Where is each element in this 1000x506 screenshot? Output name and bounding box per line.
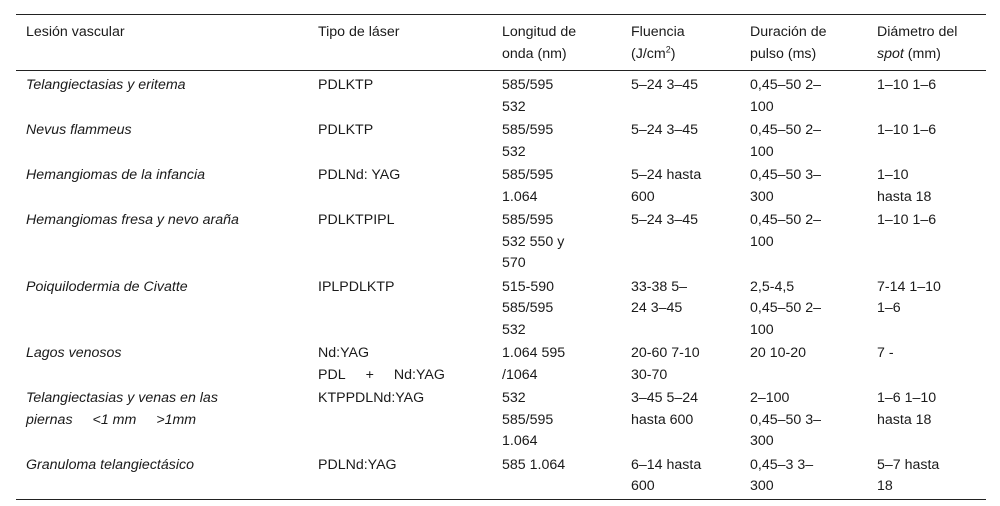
duration-line: 100: [750, 321, 774, 338]
laser-text: PDLNd: YAG: [318, 167, 401, 183]
duration-line: 20 10-20: [750, 345, 807, 361]
header-duration-line2: pulso (ms): [750, 45, 817, 62]
diameter-line: 1–10: [877, 167, 909, 183]
lesion-text: Lagos venosos: [26, 345, 122, 361]
lesion-text-part: >1mm: [156, 411, 197, 428]
cell-lesion: [16, 341, 308, 386]
table-row: [16, 341, 986, 386]
cell-lesion: [16, 208, 308, 275]
laser-text: PDLKTPIPL: [318, 212, 395, 228]
diameter-line: 7 -: [877, 345, 894, 361]
cell-diameter: [867, 71, 986, 119]
cell-diameter: [867, 118, 986, 163]
wavelength-line: 585/595: [502, 167, 554, 183]
duration-line: 0,45–50 2–: [750, 300, 822, 316]
wavelength-line: 532 550 y: [502, 233, 565, 250]
cell-wavelength: [492, 386, 621, 453]
cell-laser: [308, 341, 492, 386]
cell-fluence: [621, 163, 740, 208]
cell-laser: [308, 163, 492, 208]
cell-wavelength: [492, 118, 621, 163]
cell-laser: [308, 71, 492, 119]
cell-wavelength: [492, 341, 621, 386]
header-row: [16, 15, 986, 71]
wavelength-line: 585/595: [502, 77, 554, 93]
table-row: [16, 275, 986, 342]
cell-duration: [740, 453, 867, 500]
wavelength-line: 1.064: [502, 188, 538, 205]
wavelength-line: 570: [502, 255, 526, 271]
cell-lesion: [16, 386, 308, 453]
diameter-line: 1–6 1–10: [877, 390, 937, 406]
laser-text-part: Nd:YAG: [393, 366, 445, 383]
cell-wavelength: [492, 71, 621, 119]
diameter-line: 5–7 hasta: [877, 456, 940, 473]
laser-text-line: Nd:YAG: [318, 345, 369, 361]
cell-wavelength: [492, 275, 621, 342]
cell-laser: [308, 386, 492, 453]
lesion-text: Hemangiomas fresa y nevo araña: [26, 212, 239, 228]
cell-wavelength: [492, 163, 621, 208]
duration-line: 2,5-4,5: [750, 278, 795, 295]
wavelength-line: 585/595: [502, 122, 554, 138]
cell-fluence: [621, 208, 740, 275]
diameter-line: hasta 18: [877, 411, 932, 428]
lesion-text: Hemangiomas de la infancia: [26, 167, 206, 183]
header-diameter-spot: spot: [877, 45, 904, 62]
duration-line: 100: [750, 143, 774, 160]
fluence-line: 24 3–45: [631, 300, 683, 316]
table-row: [16, 453, 986, 500]
cell-laser: [308, 453, 492, 500]
header-diameter: [867, 15, 986, 71]
wavelength-line: 532: [502, 143, 526, 160]
header-fluence-line1: Fluencia: [631, 24, 685, 40]
duration-line: 2–100: [750, 390, 790, 406]
cell-fluence: [621, 118, 740, 163]
fluence-line: 5–24 3–45: [631, 77, 699, 93]
duration-line: 300: [750, 433, 774, 449]
cell-diameter: [867, 386, 986, 453]
header-fluence-close: ): [670, 45, 676, 62]
lesion-text: Granuloma telangiectásico: [26, 456, 194, 473]
header-duration: [740, 15, 867, 71]
cell-lesion: [16, 71, 308, 119]
table-header: [16, 15, 986, 71]
header-diameter-line1: Diámetro del: [877, 24, 958, 40]
laser-text: PDLNd:YAG: [318, 456, 397, 473]
cell-duration: [740, 386, 867, 453]
header-lesion-text: Lesión vascular: [26, 24, 125, 40]
cell-fluence: [621, 453, 740, 500]
cell-duration: [740, 341, 867, 386]
diameter-line: 1–10 1–6: [877, 77, 937, 93]
header-laser: [308, 15, 492, 71]
cell-laser: [308, 118, 492, 163]
wavelength-line: 515-590: [502, 278, 555, 295]
cell-lesion: [16, 275, 308, 342]
cell-fluence: [621, 71, 740, 119]
cell-fluence: [621, 341, 740, 386]
fluence-line: 5–24 hasta: [631, 167, 702, 183]
cell-wavelength: [492, 208, 621, 275]
header-wavelength-line2: onda (nm): [502, 45, 567, 62]
duration-line: 0,45–50 3–: [750, 411, 822, 428]
duration-line: 100: [750, 98, 774, 115]
cell-wavelength: [492, 453, 621, 500]
diameter-line: hasta 18: [877, 188, 932, 205]
duration-line: 0,45–50 2–: [750, 212, 822, 228]
cell-lesion: [16, 163, 308, 208]
diameter-line: 1–10 1–6: [877, 212, 937, 228]
header-laser-text: Tipo de láser: [318, 24, 400, 40]
cell-fluence: [621, 386, 740, 453]
fluence-line: 20-60 7-10: [631, 345, 700, 361]
header-fluence-unit: (J/cm: [631, 45, 666, 62]
table-row: [16, 208, 986, 275]
lesion-text: Telangiectasias y eritema: [26, 77, 186, 93]
table-row: [16, 71, 986, 119]
laser-text: PDLKTP: [318, 77, 374, 93]
wavelength-line: 532: [502, 98, 526, 115]
diameter-line: 1–6: [877, 300, 901, 316]
wavelength-line: 585/595: [502, 212, 554, 228]
table-row: [16, 163, 986, 208]
fluence-line: 3–45 5–24: [631, 390, 699, 406]
wavelength-line: 1.064: [502, 433, 538, 449]
cell-fluence: [621, 275, 740, 342]
diameter-line: 18: [877, 478, 893, 494]
cell-duration: [740, 275, 867, 342]
duration-line: 0,45–50 3–: [750, 167, 822, 183]
cell-duration: [740, 71, 867, 119]
lesion-text-part: piernas: [26, 411, 73, 428]
wavelength-line: 585/595: [502, 300, 554, 316]
cell-duration: [740, 118, 867, 163]
cell-diameter: [867, 453, 986, 500]
header-diameter-unit: (mm): [903, 45, 941, 62]
cell-laser: [308, 275, 492, 342]
duration-line: 0,45–50 2–: [750, 122, 822, 138]
laser-text: IPLPDLKTP: [318, 278, 395, 295]
laser-text: PDLKTP: [318, 122, 374, 138]
table-row: [16, 386, 986, 453]
wavelength-line: 532: [502, 321, 526, 338]
table-container: [16, 14, 986, 500]
laser-text: KTPPDLNd:YAG: [318, 390, 425, 406]
wavelength-line: 585 1.064: [502, 456, 566, 473]
vascular-laser-table: [16, 14, 986, 500]
table-body: [16, 71, 986, 500]
fluence-line: 6–14 hasta: [631, 456, 702, 473]
cell-duration: [740, 208, 867, 275]
duration-line: 300: [750, 478, 774, 494]
fluence-line: 600: [631, 188, 655, 205]
cell-lesion: [16, 118, 308, 163]
wavelength-line: 1.064 595: [502, 345, 566, 361]
laser-text-part: +: [365, 366, 374, 383]
header-wavelength-line1: Longitud de: [502, 24, 577, 40]
cell-laser: [308, 208, 492, 275]
lesion-text-part: <1 mm: [92, 411, 137, 428]
wavelength-line: /1064: [502, 366, 538, 383]
lesion-text: Telangiectasias y venas en las: [26, 390, 218, 406]
cell-diameter: [867, 275, 986, 342]
duration-line: 100: [750, 233, 774, 250]
wavelength-line: 585/595: [502, 411, 554, 428]
laser-text-part: PDL: [318, 366, 346, 383]
fluence-line: hasta 600: [631, 411, 694, 428]
cell-diameter: [867, 163, 986, 208]
header-wavelength: [492, 15, 621, 71]
diameter-line: 7-14 1–10: [877, 278, 941, 295]
lesion-text: Poiquilodermia de Civatte: [26, 278, 188, 295]
header-fluence-sup: 2: [665, 43, 671, 54]
cell-lesion: [16, 453, 308, 500]
duration-line: 0,45–50 2–: [750, 77, 822, 93]
duration-line: 300: [750, 188, 774, 205]
cell-diameter: [867, 208, 986, 275]
header-duration-line1: Duración de: [750, 24, 827, 40]
lesion-text: Nevus flammeus: [26, 122, 132, 138]
fluence-line: 5–24 3–45: [631, 122, 699, 138]
diameter-line: 1–10 1–6: [877, 122, 937, 138]
cell-duration: [740, 163, 867, 208]
cell-diameter: [867, 341, 986, 386]
fluence-line: 600: [631, 478, 655, 494]
fluence-line: 33-38 5–: [631, 278, 688, 295]
header-fluence: [621, 15, 740, 71]
duration-line: 0,45–3 3–: [750, 456, 814, 473]
table-row: [16, 118, 986, 163]
header-lesion: [16, 15, 308, 71]
wavelength-line: 532: [502, 390, 526, 406]
fluence-line: 30-70: [631, 366, 668, 383]
fluence-line: 5–24 3–45: [631, 212, 699, 228]
